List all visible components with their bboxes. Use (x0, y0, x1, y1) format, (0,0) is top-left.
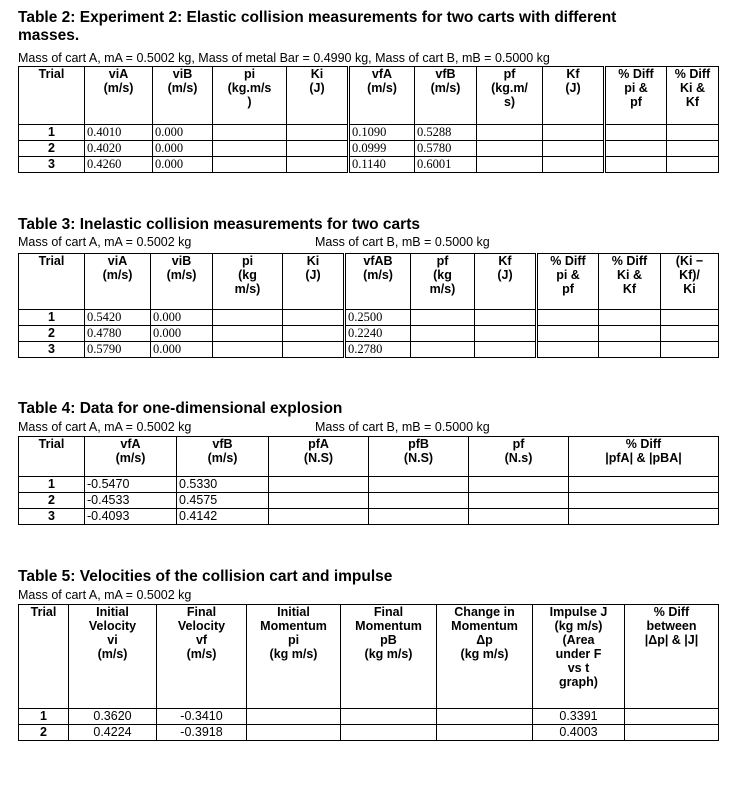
table-cell (475, 326, 537, 342)
t2-header-8: Kf (J) (543, 67, 605, 125)
t2-header-6: vfB (m/s) (415, 67, 477, 125)
table-cell: 0.0999 (349, 141, 415, 157)
table-cell (599, 310, 661, 326)
table4-title: Table 4: Data for one-dimensional explosion (18, 400, 343, 417)
table-cell: 0.4260 (85, 157, 153, 173)
table-row (19, 310, 719, 326)
table-cell: 0.2240 (345, 326, 411, 342)
table-cell (213, 342, 283, 358)
table-cell (269, 477, 369, 493)
table-cell: 0.4224 (69, 725, 157, 741)
table-row (19, 725, 719, 741)
table3-mass-b: Mass of cart B, mB = 0.5000 kg (315, 235, 490, 249)
t3-header-6: pf (kg m/s) (411, 254, 475, 310)
t4-header-3: pfA (N.S) (269, 437, 369, 477)
table-cell (283, 326, 345, 342)
table-cell (437, 725, 533, 741)
table-cell: -0.5470 (85, 477, 177, 493)
table-row (19, 157, 719, 173)
t4-header-0: Trial (19, 437, 85, 477)
table2-title-line1: Table 2: Experiment 2: Elastic collision measurements for two carts with different (18, 9, 617, 26)
table-cell (213, 125, 287, 141)
table-cell (625, 709, 719, 725)
table-cell (625, 725, 719, 741)
t2-header-10: % Diff Ki & Kf (667, 67, 719, 125)
table-cell (287, 157, 349, 173)
table2-title-line2: masses. (18, 27, 80, 44)
table-cell (213, 141, 287, 157)
table-cell: 0.1090 (349, 125, 415, 141)
t4-header-5: pf (N.s) (469, 437, 569, 477)
table-row (19, 141, 719, 157)
table2 (18, 66, 719, 173)
trial-cell: 2 (19, 725, 69, 741)
table-cell: 0.4020 (85, 141, 153, 157)
trial-cell: 2 (19, 326, 85, 342)
table2-header-row (19, 67, 719, 125)
trial-cell: 2 (19, 493, 85, 509)
t3-header-2: viB (m/s) (151, 254, 213, 310)
t5-header-2: Final Velocity vf (m/s) (157, 605, 247, 709)
table-cell (411, 326, 475, 342)
table-cell (341, 709, 437, 725)
table-cell (661, 310, 719, 326)
t4-header-4: pfB (N.S) (369, 437, 469, 477)
t2-header-5: vfA (m/s) (349, 67, 415, 125)
table-row (19, 326, 719, 342)
table-cell (543, 141, 605, 157)
table-cell (369, 509, 469, 525)
table-cell (569, 477, 719, 493)
trial-cell: 1 (19, 125, 85, 141)
table3-header-row (19, 254, 719, 310)
table-cell: 0.5790 (85, 342, 151, 358)
table3-mass-a: Mass of cart A, mA = 0.5002 kg (18, 235, 192, 249)
table4-header-row (19, 437, 719, 477)
table-cell (661, 326, 719, 342)
table-cell (537, 342, 599, 358)
table-row (19, 493, 719, 509)
table-cell (437, 709, 533, 725)
table-cell (411, 342, 475, 358)
table4 (18, 436, 719, 525)
t4-header-2: vfB (m/s) (177, 437, 269, 477)
table-cell: 0.000 (151, 326, 213, 342)
table-cell (569, 509, 719, 525)
table-cell (661, 342, 719, 358)
t2-header-2: viB (m/s) (153, 67, 213, 125)
trial-cell: 1 (19, 477, 85, 493)
table-cell (369, 477, 469, 493)
table-cell: 0.2500 (345, 310, 411, 326)
table-cell (287, 141, 349, 157)
trial-cell: 1 (19, 709, 69, 725)
t2-header-4: Ki (J) (287, 67, 349, 125)
table5 (18, 604, 719, 741)
table-cell (213, 310, 283, 326)
table-cell: 0.5780 (415, 141, 477, 157)
table-cell (537, 310, 599, 326)
table-cell (543, 125, 605, 141)
table-cell: -0.3410 (157, 709, 247, 725)
t2-header-9: % Diff pi & pf (605, 67, 667, 125)
table-cell (283, 342, 345, 358)
t5-header-1: Initial Velocity vi (m/s) (69, 605, 157, 709)
table-cell: 0.000 (151, 342, 213, 358)
table-cell (247, 709, 341, 725)
t2-header-1: viA (m/s) (85, 67, 153, 125)
t2-header-3: pi (kg.m/s ) (213, 67, 287, 125)
table-cell (475, 310, 537, 326)
trial-cell: 1 (19, 310, 85, 326)
table-row (19, 342, 719, 358)
table-cell: 0.4010 (85, 125, 153, 141)
trial-cell: 2 (19, 141, 85, 157)
table-cell (569, 493, 719, 509)
table-cell (283, 310, 345, 326)
table-cell: 0.3391 (533, 709, 625, 725)
table-cell (213, 157, 287, 173)
table-cell: 0.5288 (415, 125, 477, 141)
table-cell (469, 493, 569, 509)
table-cell: 0.4780 (85, 326, 151, 342)
table-cell: -0.4533 (85, 493, 177, 509)
table-cell: -0.4093 (85, 509, 177, 525)
t2-header-7: pf (kg.m/ s) (477, 67, 543, 125)
table-cell: -0.3918 (157, 725, 247, 741)
table-cell (667, 125, 719, 141)
table-cell: 0.5330 (177, 477, 269, 493)
trial-cell: 3 (19, 509, 85, 525)
trial-cell: 3 (19, 342, 85, 358)
table-cell (599, 342, 661, 358)
t3-header-1: viA (m/s) (85, 254, 151, 310)
table-cell (411, 310, 475, 326)
t3-header-8: % Diff pi & pf (537, 254, 599, 310)
table5-mass-a: Mass of cart A, mA = 0.5002 kg (18, 588, 192, 602)
t3-header-7: Kf (J) (475, 254, 537, 310)
t5-header-4: Final Momentum pB (kg m/s) (341, 605, 437, 709)
table-cell (605, 141, 667, 157)
table-cell (247, 725, 341, 741)
table-cell (341, 725, 437, 741)
t5-header-3: Initial Momentum pi (kg m/s) (247, 605, 341, 709)
table-row (19, 709, 719, 725)
table3 (18, 253, 719, 358)
table-cell: 0.000 (153, 141, 213, 157)
table-cell: 0.6001 (415, 157, 477, 173)
table-cell (543, 157, 605, 173)
t3-header-0: Trial (19, 254, 85, 310)
table-cell (269, 493, 369, 509)
table-cell (667, 141, 719, 157)
trial-cell: 3 (19, 157, 85, 173)
t4-header-1: vfA (m/s) (85, 437, 177, 477)
table-cell: 0.2780 (345, 342, 411, 358)
table-cell: 0.000 (153, 125, 213, 141)
table-cell: 0.1140 (349, 157, 415, 173)
table-cell (477, 141, 543, 157)
table-cell (537, 326, 599, 342)
table-cell (469, 509, 569, 525)
t3-header-3: pi (kg m/s) (213, 254, 283, 310)
table3-title: Table 3: Inelastic collision measurements for two carts (18, 216, 420, 233)
table5-title: Table 5: Velocities of the collision cart and impulse (18, 568, 393, 585)
table-cell: 0.000 (151, 310, 213, 326)
t5-header-5: Change in Momentum Δp (kg m/s) (437, 605, 533, 709)
table4-mass-a: Mass of cart A, mA = 0.5002 kg (18, 420, 192, 434)
t5-header-7: % Diff between |Δp| & |J| (625, 605, 719, 709)
t3-header-9: % Diff Ki & Kf (599, 254, 661, 310)
table-row (19, 509, 719, 525)
t3-header-4: Ki (J) (283, 254, 345, 310)
t2-header-0: Trial (19, 67, 85, 125)
table-cell: 0.000 (153, 157, 213, 173)
table-cell (269, 509, 369, 525)
t3-header-10: (Ki − Kf)/ Ki (661, 254, 719, 310)
table-cell: 0.4575 (177, 493, 269, 509)
table-cell (605, 157, 667, 173)
t5-header-0: Trial (19, 605, 69, 709)
table-row (19, 477, 719, 493)
table-cell (477, 157, 543, 173)
table-cell (287, 125, 349, 141)
t4-header-6: % Diff |pfA| & |pBA| (569, 437, 719, 477)
table-cell (213, 326, 283, 342)
table-cell: 0.4003 (533, 725, 625, 741)
table4-mass-b: Mass of cart B, mB = 0.5000 kg (315, 420, 490, 434)
table-cell: 0.5420 (85, 310, 151, 326)
table2-masses: Mass of cart A, mA = 0.5002 kg, Mass of metal Bar = 0.4990 kg, Mass of cart B, mB = 0.5000 kg (18, 51, 550, 65)
table-cell (477, 125, 543, 141)
table-cell (469, 477, 569, 493)
table-cell (667, 157, 719, 173)
table-cell (369, 493, 469, 509)
t3-header-5: vfAB (m/s) (345, 254, 411, 310)
table-cell: 0.4142 (177, 509, 269, 525)
table-cell: 0.3620 (69, 709, 157, 725)
table-cell (599, 326, 661, 342)
table-cell (475, 342, 537, 358)
table-cell (605, 125, 667, 141)
t5-header-6: Impulse J (kg m/s) (Area under F vs t graph) (533, 605, 625, 709)
table2-title (18, 9, 616, 45)
table-row (19, 125, 719, 141)
table5-header-row (19, 605, 719, 709)
